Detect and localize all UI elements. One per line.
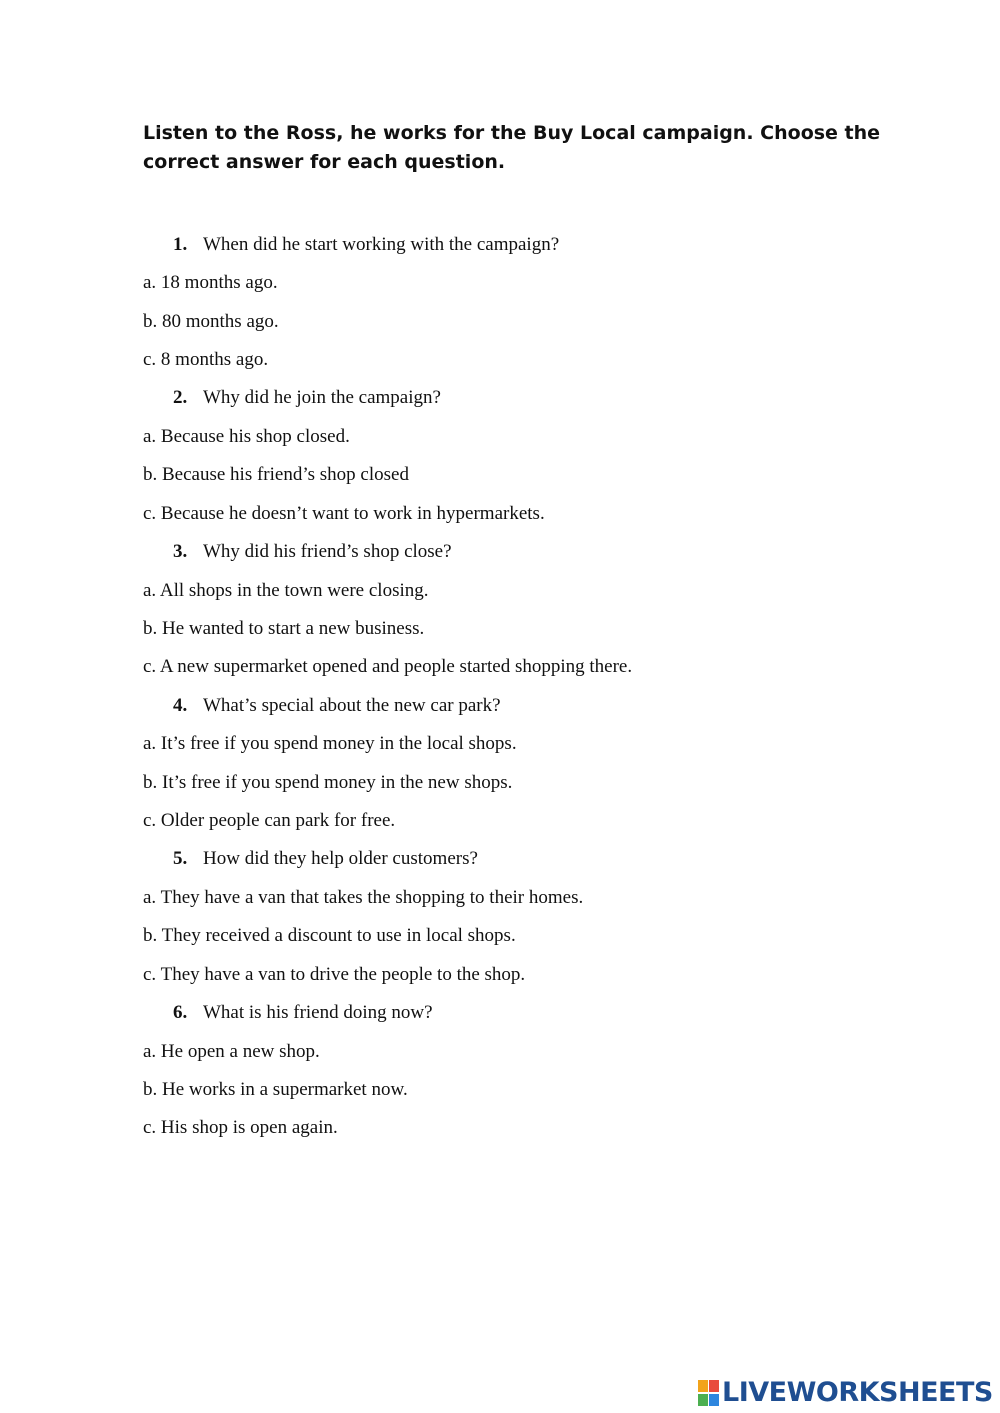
option-4c[interactable]: c. Older people can park for free. [143, 810, 396, 831]
option-1b[interactable]: b. 80 months ago. [143, 311, 279, 332]
question-3 [173, 540, 452, 564]
option-3a[interactable]: a. All shops in the town were closing. [143, 580, 429, 601]
question-5 [173, 847, 478, 871]
question-number: 3. [173, 541, 188, 562]
logo-square [698, 1380, 708, 1392]
question-text: Why did he join the campaign? [203, 387, 441, 408]
option-3b[interactable]: b. He wanted to start a new business. [143, 618, 425, 639]
option-2a[interactable]: a. Because his shop closed. [143, 426, 350, 447]
option-6b[interactable]: b. He works in a supermarket now. [143, 1079, 408, 1100]
logo-square [709, 1394, 719, 1406]
question-text: How did they help older customers? [203, 848, 478, 869]
option-1a[interactable]: a. 18 months ago. [143, 272, 278, 293]
question-1 [173, 233, 559, 257]
question-number: 6. [173, 1002, 188, 1023]
question-number: 4. [173, 695, 188, 716]
option-6c[interactable]: c. His shop is open again. [143, 1117, 338, 1138]
option-1c[interactable]: c. 8 months ago. [143, 349, 269, 370]
question-text: What’s special about the new car park? [203, 695, 501, 716]
question-6 [173, 1001, 433, 1025]
question-2 [173, 386, 441, 410]
question-number: 5. [173, 848, 188, 869]
option-3c[interactable]: c. A new supermarket opened and people started shopping there. [143, 656, 633, 677]
instructions-heading: Listen to the Ross, he works for the Buy Local campaign. Choose the correct answer for each question. [143, 122, 881, 173]
option-4b[interactable]: b. It’s free if you spend money in the new shops. [143, 772, 513, 793]
option-2c[interactable]: c. Because he doesn’t want to work in hypermarkets. [143, 503, 545, 524]
option-2b[interactable]: b. Because his friend’s shop closed [143, 464, 409, 485]
question-4 [173, 694, 501, 718]
question-text: Why did his friend’s shop close? [203, 541, 452, 562]
question-text: What is his friend doing now? [203, 1002, 433, 1023]
option-5b[interactable]: b. They received a discount to use in local shops. [143, 925, 516, 946]
option-5a[interactable]: a. They have a van that takes the shopping to their homes. [143, 887, 584, 908]
brand-name: LIVEWORKSHEETS [722, 1377, 993, 1408]
option-6a[interactable]: a. He open a new shop. [143, 1041, 320, 1062]
option-5c[interactable]: c. They have a van to drive the people to the shop. [143, 964, 526, 985]
question-number: 2. [173, 387, 188, 408]
logo-square [709, 1380, 719, 1392]
liveworksheets-branding [698, 1378, 993, 1408]
liveworksheets-logo-icon [698, 1380, 720, 1406]
logo-square [698, 1394, 708, 1406]
question-text: When did he start working with the campaign? [203, 234, 560, 255]
question-number: 1. [173, 234, 188, 255]
option-4a[interactable]: a. It’s free if you spend money in the local shops. [143, 733, 517, 754]
